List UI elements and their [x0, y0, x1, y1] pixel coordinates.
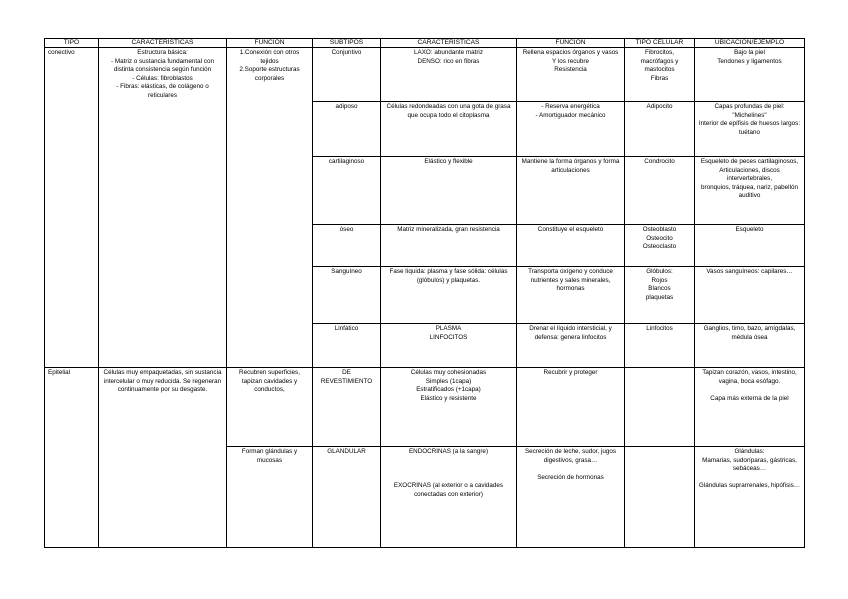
- tipo-celular-cell: Glóbulos: Rojos Blancos plaquetas: [625, 267, 695, 324]
- tipo-celular-cell: Linfocitos: [625, 324, 695, 368]
- ubicacion-cell: Esqueleto de peces cartilaginosos, Articulaciones, discos intervertebrales, bronquios, tráquea, nariz, pabellón auditivo: [695, 157, 805, 225]
- subtipo-cell: cartilaginoso: [313, 157, 381, 225]
- tipo-cell: conectivo: [45, 48, 99, 368]
- sub-funcion-cell: Recubrir y proteger: [517, 368, 625, 447]
- subtipo-cell: óseo: [313, 225, 381, 267]
- sub-funcion-cell: Constituye el esqueleto: [517, 225, 625, 267]
- sub-funcion-cell: Mantiene la forma órganos y forma articulaciones: [517, 157, 625, 225]
- sub-caracteristicas-cell: PLASMA LINFOCITOS: [381, 324, 517, 368]
- ubicacion-cell: Glándulas: Mamarias, sudoríparas, gástricas, sebáceas… Glándulas suprarrenales, hipófisis…: [695, 447, 805, 548]
- sub-caracteristicas-cell: LAXO: abundante matriz DENSO: rico en fibras: [381, 48, 517, 102]
- tipo-celular-cell: Osteoblasto Osteocito Osteoclasto: [625, 225, 695, 267]
- sub-caracteristicas-cell: Células muy cohesionadas Simples (1capa) Estratificados (+1capa) Elástico y resistente: [381, 368, 517, 447]
- sub-caracteristicas-cell: Elástico y flexible: [381, 157, 517, 225]
- tipo-celular-cell: [625, 447, 695, 548]
- header-tipo: TIPO: [45, 39, 99, 48]
- caracteristicas-cell: Células muy empaquetadas, sin sustancia intercelular o muy reducida. Se regeneran continuamente por su desgaste.: [99, 368, 227, 548]
- funcion-cell: 1.Conexión con otros tejidos 2.Soporte estructuras corporales: [227, 48, 313, 368]
- ubicacion-cell: Bajo la piel Tendones y ligamentos: [695, 48, 805, 102]
- tipo-celular-cell: Fibrocitos, macrófagos y mastocitos Fibras: [625, 48, 695, 102]
- header-sub-caracteristicas: CARACTERÍSTICAS: [381, 39, 517, 48]
- sub-caracteristicas-cell: Matriz mineralizada, gran resistencia: [381, 225, 517, 267]
- header-ubicacion: UBICACIÓN/EJEMPLO: [695, 39, 805, 48]
- header-sub-funcion: FUNCIÓN: [517, 39, 625, 48]
- subtipo-cell: GLANDULAR: [313, 447, 381, 548]
- ubicacion-cell: Capas profundas de piel: "Michelines" Interior de epífisis de huesos largos: tuétano: [695, 102, 805, 157]
- subtipo-cell: Linfático: [313, 324, 381, 368]
- subtipo-cell: Conjuntivo: [313, 48, 381, 102]
- sub-funcion-cell: Rellena espacios órganos y vasos Y los recubre Resistencia: [517, 48, 625, 102]
- ubicacion-cell: Tapizan corazón, vasos, intestino, vagina, boca esófago. Capa más externa de la piel: [695, 368, 805, 447]
- funcion-cell: Forman glándulas y mucosas: [227, 447, 313, 548]
- tipo-celular-cell: [625, 368, 695, 447]
- ubicacion-cell: Esqueleto: [695, 225, 805, 267]
- header-subtipos: SUBTIPOS: [313, 39, 381, 48]
- tipo-celular-cell: Adipocito: [625, 102, 695, 157]
- header-funcion: FUNCIÓN: [227, 39, 313, 48]
- table-row: [45, 368, 805, 447]
- table-row: [45, 48, 805, 102]
- subtipo-cell: Sanguíneo: [313, 267, 381, 324]
- sub-funcion-cell: - Reserva energética - Amortiguador mecánico: [517, 102, 625, 157]
- ubicacion-cell: Vasos sanguíneos: capilares…: [695, 267, 805, 324]
- tissue-table: [44, 38, 805, 548]
- header-tipo-celular: TIPO CELULAR: [625, 39, 695, 48]
- sub-caracteristicas-cell: ENDOCRINAS (a la sangre) EXOCRINAS (al exterior o a cavidades conectadas con exterior): [381, 447, 517, 548]
- sub-funcion-cell: Drenar el líquido intersticial, y defensa: genera linfocitos: [517, 324, 625, 368]
- sub-caracteristicas-cell: Fase líquida: plasma y fase sólida: células (glóbulos) y plaquetas.: [381, 267, 517, 324]
- tipo-celular-cell: Condrocito: [625, 157, 695, 225]
- subtipo-cell: DE REVESTIMIENTO: [313, 368, 381, 447]
- caracteristicas-cell: Estructura básica: - Matriz o sustancia fundamental con distinta consistencia según función - Células: fibroblastos - Fibras: elásticas, de colágeno o reticulares: [99, 48, 227, 368]
- sub-funcion-cell: Secreción de leche, sudor, jugos digestivos, grasa… Secreción de hormonas: [517, 447, 625, 548]
- tipo-cell: Epitelial: [45, 368, 99, 548]
- header-row: [45, 39, 805, 48]
- sub-caracteristicas-cell: Células redondeadas con una gota de grasa que ocupa todo el citoplasma: [381, 102, 517, 157]
- header-caracteristicas: CARACTERÍSTICAS: [99, 39, 227, 48]
- ubicacion-cell: Ganglios, timo, bazo, amígdalas, médula ósea: [695, 324, 805, 368]
- funcion-cell: Recubren superficies, tapizan cavidades y conductos,: [227, 368, 313, 447]
- sub-funcion-cell: Transporta oxígeno y conduce nutrientes y sales minerales, hormonas: [517, 267, 625, 324]
- subtipo-cell: adiposo: [313, 102, 381, 157]
